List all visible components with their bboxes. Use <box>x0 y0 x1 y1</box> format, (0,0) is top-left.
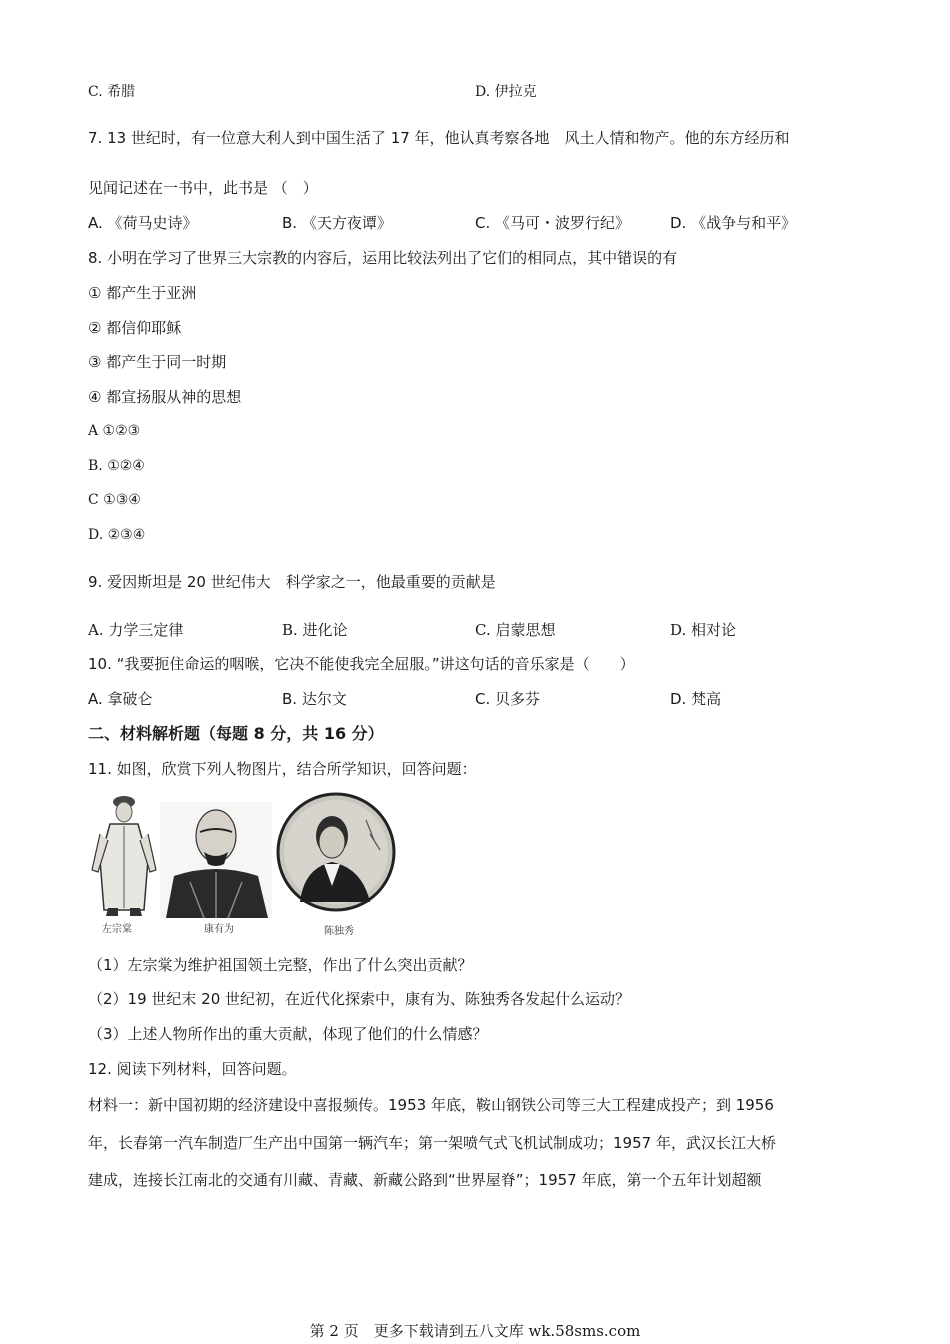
question-8-item: ② 都信仰耶稣 <box>88 319 182 337</box>
question-12-material-line: 年，长春第一汽车制造厂生产出中国第一辆汽车；第一架喷气式飞机试制成功；1957 年，武汉长江大桥 <box>88 1134 776 1152</box>
question-9-option-b: B. 进化论 <box>282 621 348 639</box>
question-11-sub: （3）上述人物所作出的重大贡献，体现了他们的什么情感？ <box>88 1025 488 1043</box>
question-11-sub: （1）左宗棠为维护祖国领土完整，作出了什么突出贡献？ <box>88 956 473 974</box>
caption-kang-youwei: 康有为 <box>204 924 234 935</box>
question-7-option-d: D. 《战争与和平》 <box>670 214 797 232</box>
question-8-item: ③ 都产生于同一时期 <box>88 353 227 371</box>
option-d: D. 伊拉克 <box>475 84 537 100</box>
question-8-option-c: C ①③④ <box>88 492 141 508</box>
question-7-stem-cont: 见闻记述在一书中，此书是 （ ） <box>88 179 318 197</box>
question-7-option-c: C. 《马可・波罗行纪》 <box>475 214 631 232</box>
question-12-material-line: 建成，连接长江南北的交通有川藏、青藏、新藏公路到“世界屋脊”；1957 年底，第一个五年计划超额 <box>88 1171 762 1189</box>
kang-youwei-portrait <box>160 802 272 918</box>
section-title: 二、材料解析题（每题 8 分，共 16 分） <box>88 724 384 743</box>
page-footer: 第 2 页 更多下载请到五八文库 wk.58sms.com <box>309 1322 641 1340</box>
question-7-option-a: A. 《荷马史诗》 <box>88 214 198 232</box>
question-12-material-line: 材料一：新中国初期的经济建设中喜报频传。1953 年底，鞍山钢铁公司等三大工程建成投产；到 1956 <box>88 1096 774 1114</box>
option-c: C. 希腊 <box>88 84 136 100</box>
question-8-option-d: D. ②③④ <box>88 527 146 543</box>
question-8-option-b: B. ①②④ <box>88 458 145 474</box>
question-10-option-b: B. 达尔文 <box>282 690 347 708</box>
question-8-item: ① 都产生于亚洲 <box>88 284 197 302</box>
question-8-stem: 8. 小明在学习了世界三大宗教的内容后，运用比较法列出了它们的相同点，其中错误的有 <box>88 249 678 267</box>
question-9-option-d: D. 相对论 <box>670 621 737 639</box>
caption-chen-duxiu: 陈独秀 <box>324 926 354 937</box>
question-10-stem: 10. “我要扼住命运的咽喉，它决不能使我完全屈服。”讲这句话的音乐家是（ ） <box>88 655 635 673</box>
question-10-option-c: C. 贝多芬 <box>475 690 541 708</box>
question-11-stem: 11. 如图，欣赏下列人物图片，结合所学知识，回答问题： <box>88 760 477 778</box>
question-9-stem: 9. 爱因斯坦是 20 世纪伟大 科学家之一，他最重要的贡献是 <box>88 573 496 591</box>
question-10-option-a: A. 拿破仑 <box>88 690 153 708</box>
portrait-figures <box>88 790 398 938</box>
question-11-sub: （2）19 世纪末 20 世纪初，在近代化探索中，康有为、陈独秀各发起什么运动？ <box>88 990 631 1008</box>
question-7-stem: 7. 13 世纪时，有一位意大利人到中国生活了 17 年，他认真考察各地 风土人情和物产。他的东方经历和 <box>88 129 790 147</box>
question-9-option-c: C. 启蒙思想 <box>475 621 556 639</box>
question-7-option-b: B. 《天方夜谭》 <box>282 214 392 232</box>
question-10-option-d: D. 梵高 <box>670 690 722 708</box>
question-9-option-a: A. 力学三定律 <box>88 621 184 639</box>
question-8-item: ④ 都宣扬服从神的思想 <box>88 388 242 406</box>
question-8-option-a: A ①②③ <box>88 423 141 439</box>
zuo-zongtang-portrait <box>88 790 160 918</box>
chen-duxiu-portrait <box>274 790 398 918</box>
caption-zuo-zongtang: 左宗棠 <box>102 924 132 935</box>
question-12-stem: 12. 阅读下列材料，回答问题。 <box>88 1060 297 1078</box>
